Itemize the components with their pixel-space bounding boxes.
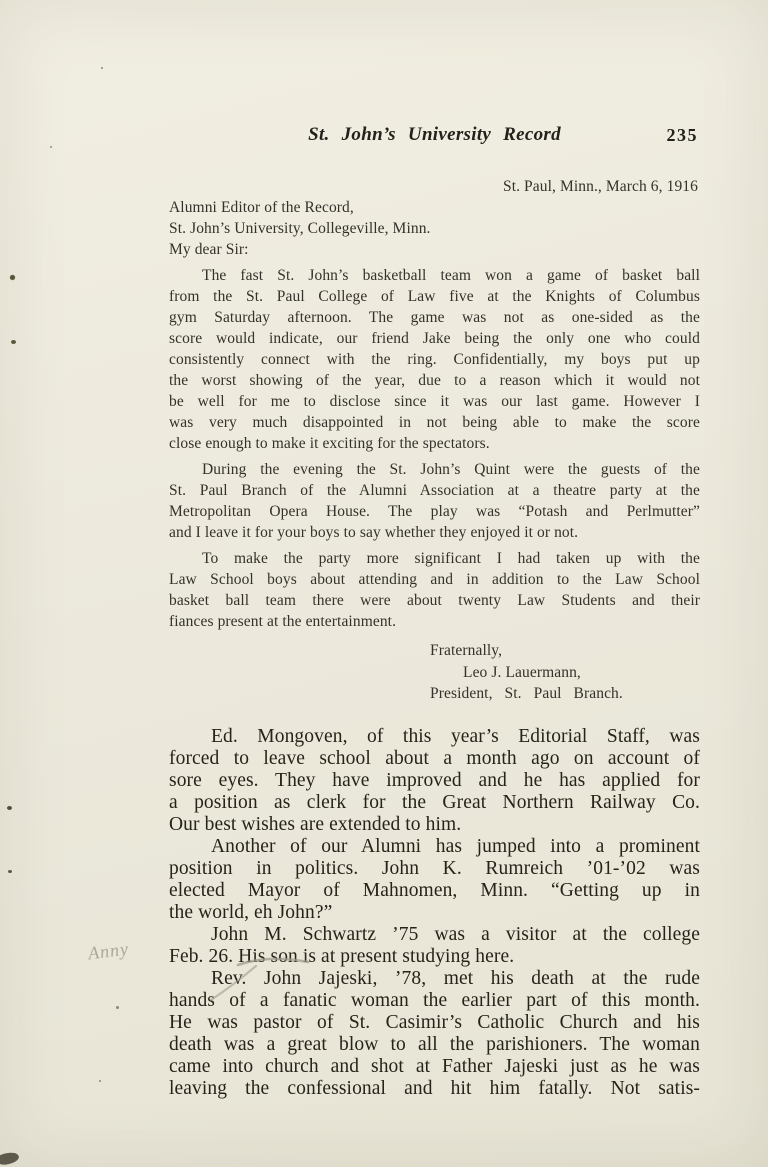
paper-speck — [7, 806, 12, 810]
closing-signer: Leo J. Lauermann, — [463, 663, 581, 681]
letter-salutation: My dear Sir: — [169, 241, 249, 258]
notes-paragraph — [169, 836, 700, 924]
text-line: gym Saturday afternoon. The game was not as one-sided as the — [169, 309, 700, 326]
closing-valediction: Fraternally, — [430, 642, 503, 659]
text-line: Law School boys about attending and in addition to the Law School — [169, 571, 700, 588]
text-line: score would indicate, our friend Jake being the only one who could — [169, 330, 700, 347]
paper-speck — [116, 1006, 119, 1009]
letter-address-line: St. John’s University, Collegeville, Minn. — [169, 220, 431, 237]
text-line: Ed. Mongoven, of this year’s Editorial Staff, was — [211, 726, 700, 747]
alumni-notes-section — [169, 726, 700, 1100]
text-line: consistently connect with the ring. Confidentially, my boys put up — [169, 351, 700, 368]
text-line: elected Mayor of Mahnomen, Minn. “Getting up in — [169, 880, 700, 901]
text-line: Another of our Alumni has jumped into a prominent — [211, 836, 700, 857]
text-line: the worst showing of the year, due to a reason which it would not — [169, 372, 700, 389]
running-head — [169, 124, 700, 150]
corner-ink-smudge — [0, 1151, 20, 1167]
paper-speck — [11, 340, 16, 344]
text-line: position in politics. John K. Rumreich ’01-’02 was — [169, 858, 700, 879]
letter-paragraph — [169, 459, 700, 543]
text-line: John M. Schwartz ’75 was a visitor at the college — [211, 924, 700, 945]
letter-paragraph — [169, 265, 700, 454]
text-line: close enough to make it exciting for the spectators. — [169, 435, 490, 452]
paper-speck — [99, 1080, 101, 1082]
text-line: from the St. Paul College of Law five at the Knights of Columbus — [169, 288, 700, 305]
pencil-strike-mark — [196, 948, 326, 1008]
paper-speck — [10, 275, 15, 280]
text-line: Metropolitan Opera House. The play was “Potash and Perlmutter” — [169, 503, 700, 520]
text-line: fiances present at the entertainment. — [169, 613, 397, 630]
text-line: came into church and shot at Father Jajeski just as he was — [169, 1056, 700, 1077]
text-line: St. Paul Branch of the Alumni Association at a theatre party at the — [169, 482, 700, 499]
closing-signer-title: President, St. Paul Branch. — [430, 685, 623, 702]
text-line: be well for me to disclose since it was our last game. However I — [169, 393, 700, 410]
handwritten-margin-note: Anny — [86, 938, 130, 964]
text-line: hands of a fanatic woman the earlier part of this month. — [169, 990, 700, 1011]
text-line: The fast St. John’s basketball team won a game of basket ball — [202, 267, 700, 284]
letter-dateline: St. Paul, Minn., March 6, 1916 — [502, 178, 698, 195]
letter-section — [169, 176, 700, 705]
paper-speck — [50, 146, 52, 148]
text-line: Rev. John Jajeski, ’78, met his death at the rude — [211, 968, 700, 989]
text-line: was very much disappointed in not being able to make the score — [169, 414, 700, 431]
text-line: the world, eh John?” — [169, 902, 333, 923]
text-line: He was pastor of St. Casimir’s Catholic Church and his — [169, 1012, 700, 1033]
page-number: 235 — [666, 125, 698, 145]
text-line: forced to leave school about a month ago on account of — [169, 748, 700, 769]
text-line: During the evening the St. John’s Quint were the guests of the — [202, 461, 700, 478]
letter-closing — [430, 640, 700, 705]
running-title: St. John’s University Record — [308, 124, 561, 145]
notes-paragraph — [169, 726, 700, 836]
text-line: Feb. 26. His son is at present studying here. — [169, 946, 515, 967]
text-line: leaving the confessional and hit him fatally. Not satis- — [169, 1078, 700, 1099]
text-line: a position as clerk for the Great Northern Railway Co. — [169, 792, 700, 813]
text-line: death was a great blow to all the parishioners. The woman — [169, 1034, 700, 1055]
text-line: To make the party more significant I had taken up with the — [202, 550, 700, 567]
paper-speck — [101, 67, 103, 69]
text-line: sore eyes. They have improved and he has applied for — [169, 770, 700, 791]
text-line: and I leave it for your boys to say whether they enjoyed it or not. — [169, 524, 579, 541]
letter-address-line: Alumni Editor of the Record, — [169, 199, 354, 216]
text-line: Our best wishes are extended to him. — [169, 814, 462, 835]
text-line: basket ball team there were about twenty Law Students and their — [169, 592, 700, 609]
paper-speck — [8, 870, 12, 873]
letter-paragraph — [169, 548, 700, 632]
